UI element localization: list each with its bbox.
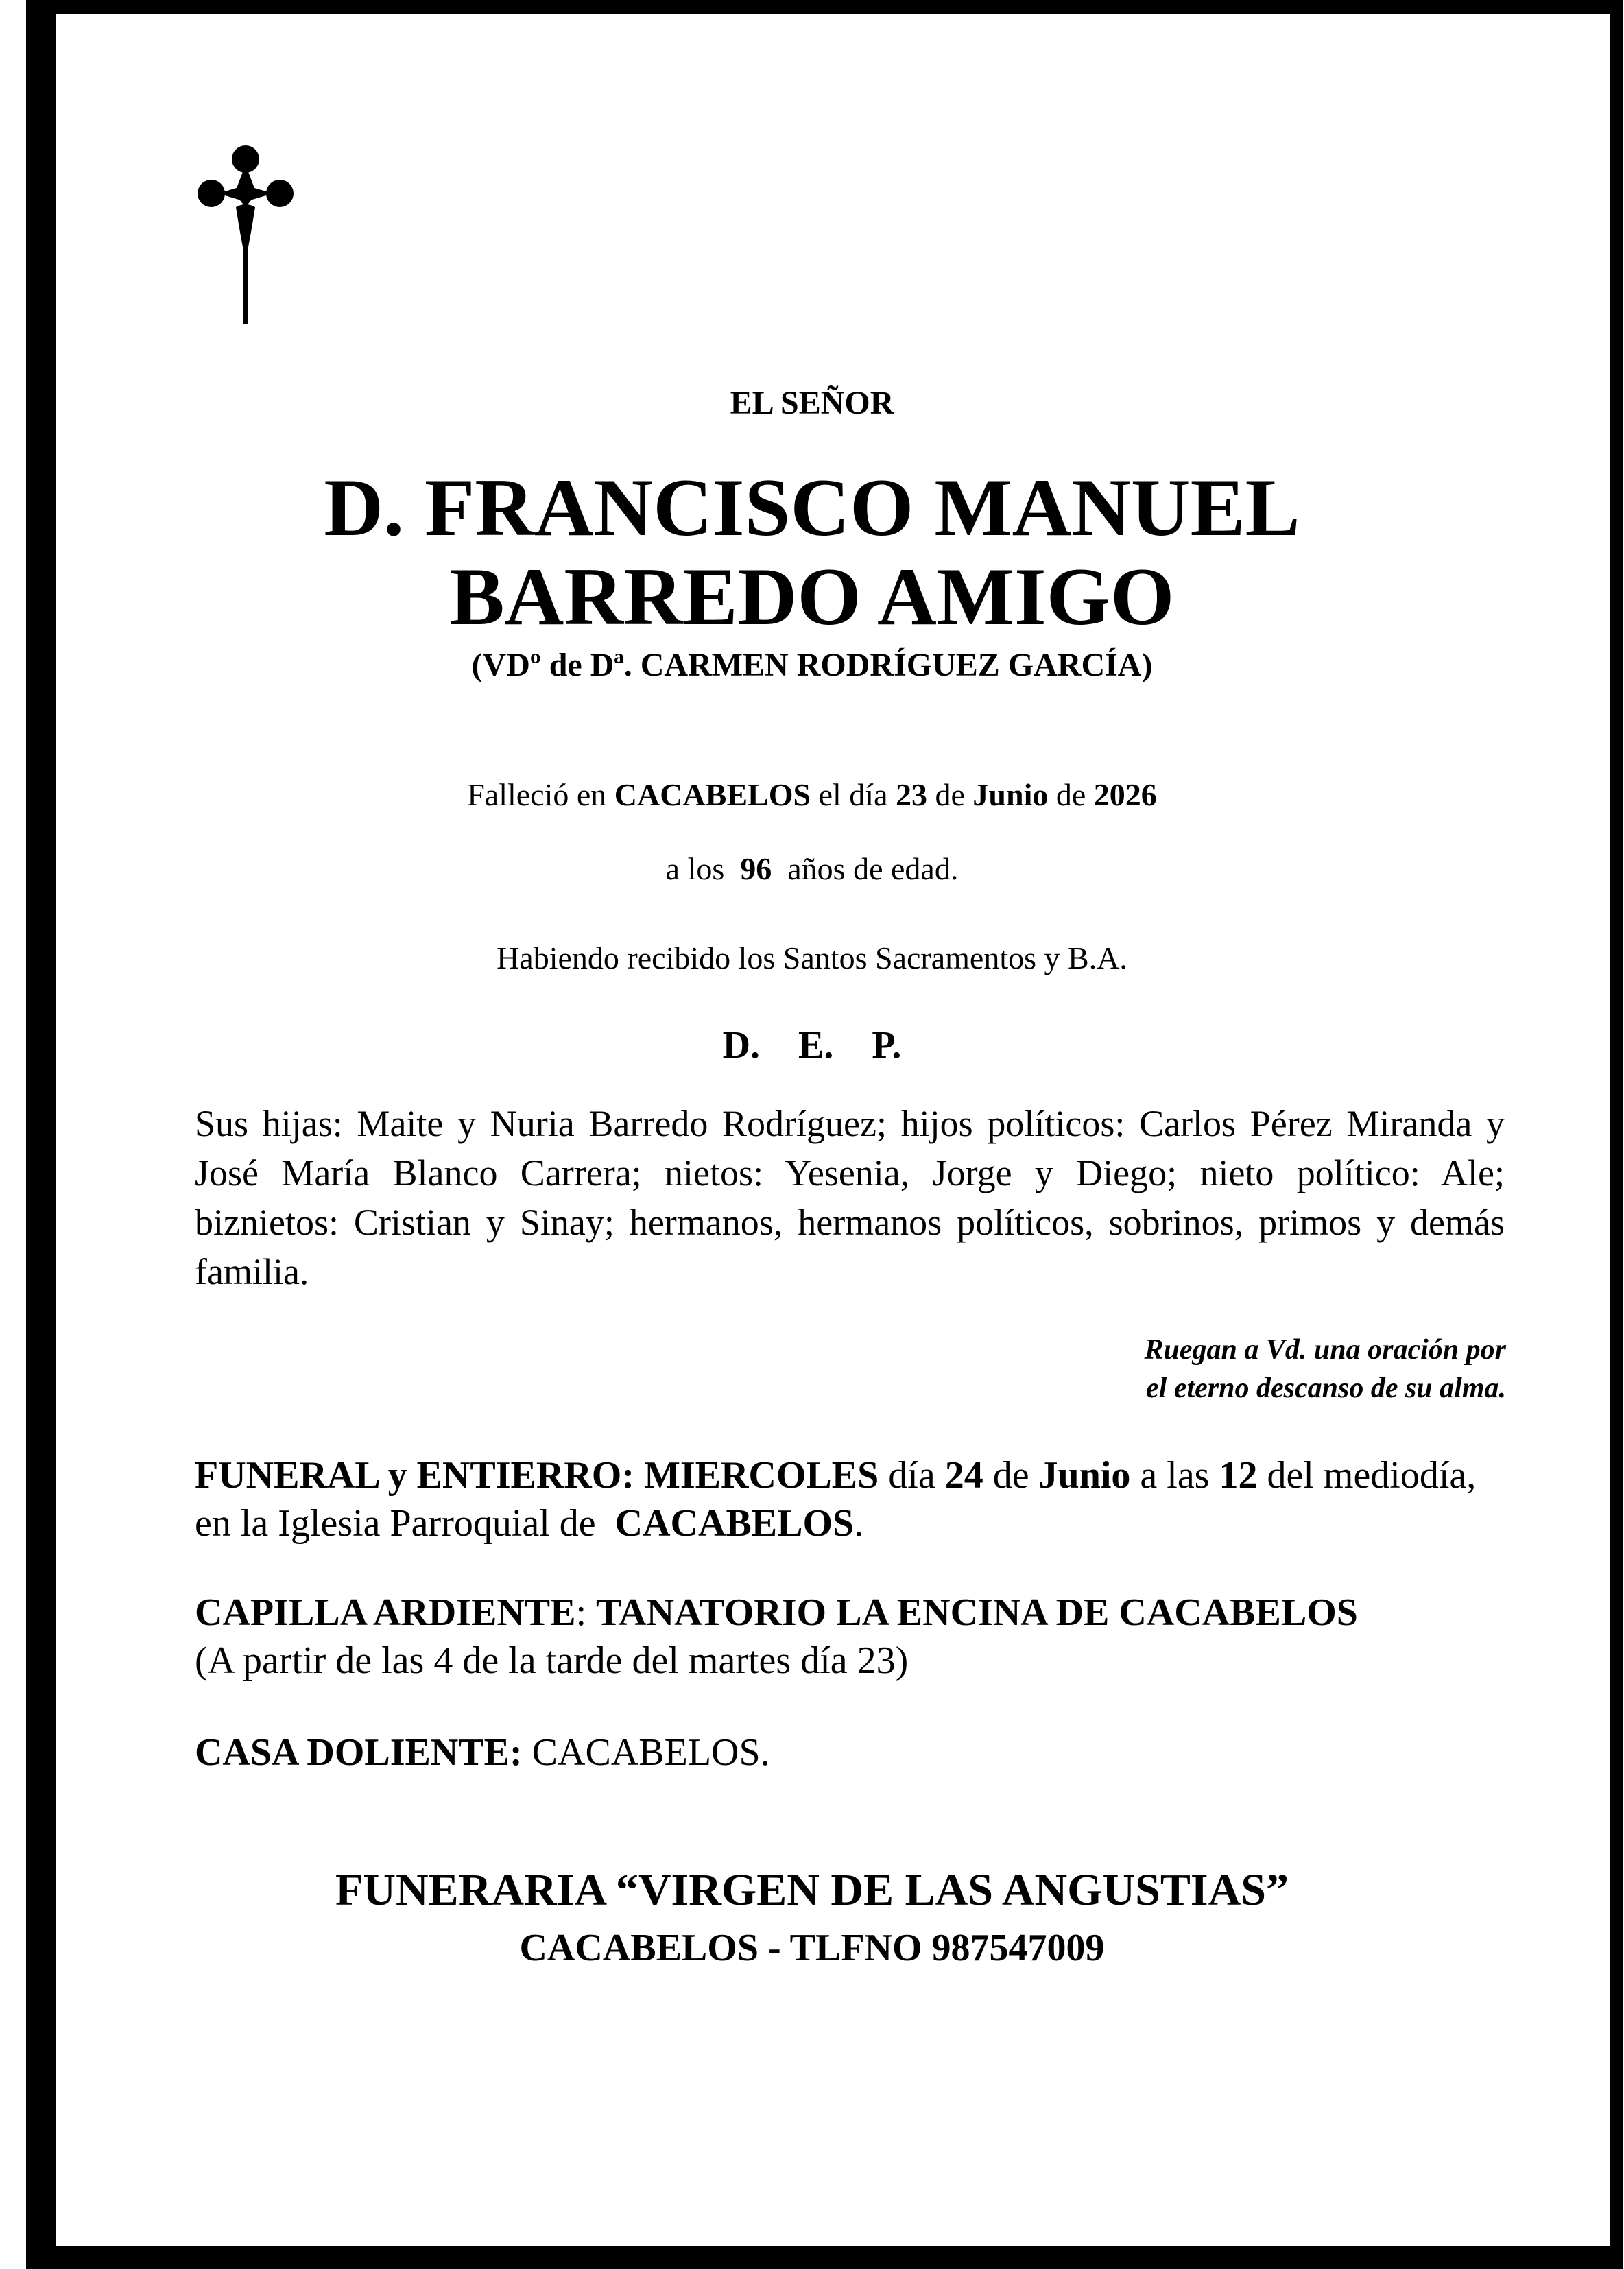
died-prefix: Falleció en xyxy=(467,777,607,812)
death-year: 2026 xyxy=(1093,777,1157,812)
funeral-home-contact: CACABELOS - TLFNO 987547009 xyxy=(519,1927,1105,1969)
deceased-name-line2: BARREDO AMIGO xyxy=(449,551,1175,642)
house-label: CASA DOLIENTE: xyxy=(195,1731,523,1774)
age-prefix: a los xyxy=(665,851,725,886)
funeral-t1: día xyxy=(888,1454,935,1497)
death-line xyxy=(0,776,1624,813)
funeral-day: 24 xyxy=(944,1454,983,1497)
funeral-weekday: MIERCOLES xyxy=(643,1454,879,1497)
chapel-label: CAPILLA ARDIENTE xyxy=(195,1591,576,1634)
sacraments-line: Habiendo recibido los Santos Sacramentos y B.A. xyxy=(497,940,1127,975)
church-prefix: en la Iglesia Parroquial de xyxy=(195,1502,596,1545)
funeral-t2: de xyxy=(992,1454,1029,1497)
church-end: . xyxy=(854,1502,864,1545)
day-prefix: el día xyxy=(818,777,888,812)
funeral-t3: a las xyxy=(1140,1454,1210,1497)
title-small: EL SEÑOR xyxy=(730,385,894,421)
de-2: de xyxy=(1055,777,1086,812)
funeral-block xyxy=(195,1451,1476,1547)
chapel-line-1 xyxy=(195,1589,1358,1637)
age-line xyxy=(0,851,1624,887)
funeral-home-name: FUNERARIA “VIRGEN DE LAS ANGUSTIAS” xyxy=(335,1865,1289,1915)
funeral-line-1 xyxy=(195,1451,1476,1499)
funeral-label: FUNERAL y ENTIERRO: xyxy=(195,1454,634,1497)
widower-note: (VDº de Dª. CARMEN RODRÍGUEZ GARCÍA) xyxy=(471,647,1153,683)
prayer-request xyxy=(1145,1331,1506,1407)
chapel-place: TANATORIO LA ENCINA DE CACABELOS xyxy=(596,1591,1358,1634)
family-paragraph: Sus hijas: Maite y Nuria Barredo Rodríguez; hijos políticos: Carlos Pérez Miranda y José María Blanco Carrera; nietos: Yesenia, Jorge y Diego; nieto político: Ale; biznietos: Cristian y Sinay; hermanos, hermanos políticos, sobrinos, primos y demás familia. xyxy=(195,1103,1505,1292)
death-day: 23 xyxy=(896,777,927,812)
death-place: CACABELOS xyxy=(614,777,811,812)
prayer-line-2: el eterno descanso de su alma. xyxy=(1146,1373,1506,1404)
rip-line: D. E. P. xyxy=(722,1024,902,1067)
chapel-sep: : xyxy=(575,1591,587,1634)
death-month: Junio xyxy=(972,777,1049,812)
funeral-hour: 12 xyxy=(1219,1454,1258,1497)
chapel-block xyxy=(195,1589,1358,1685)
funeral-line-2 xyxy=(195,1499,1476,1547)
deceased-name-line1: D. FRANCISCO MANUEL xyxy=(324,462,1300,553)
age-suffix: años de edad. xyxy=(787,851,959,886)
church-place: CACABELOS xyxy=(614,1502,855,1545)
cross-icon xyxy=(191,144,300,329)
house-block xyxy=(195,1729,770,1777)
funeral-month: Junio xyxy=(1038,1454,1131,1497)
de-1: de xyxy=(935,777,965,812)
age-value: 96 xyxy=(740,851,772,886)
chapel-note: (A partir de las 4 de la tarde del martes día 23) xyxy=(195,1639,909,1682)
house-place: CACABELOS. xyxy=(532,1731,770,1774)
funeral-t4: del mediodía, xyxy=(1267,1454,1477,1497)
prayer-line-1: Ruegan a Vd. una oración por xyxy=(1144,1334,1506,1366)
